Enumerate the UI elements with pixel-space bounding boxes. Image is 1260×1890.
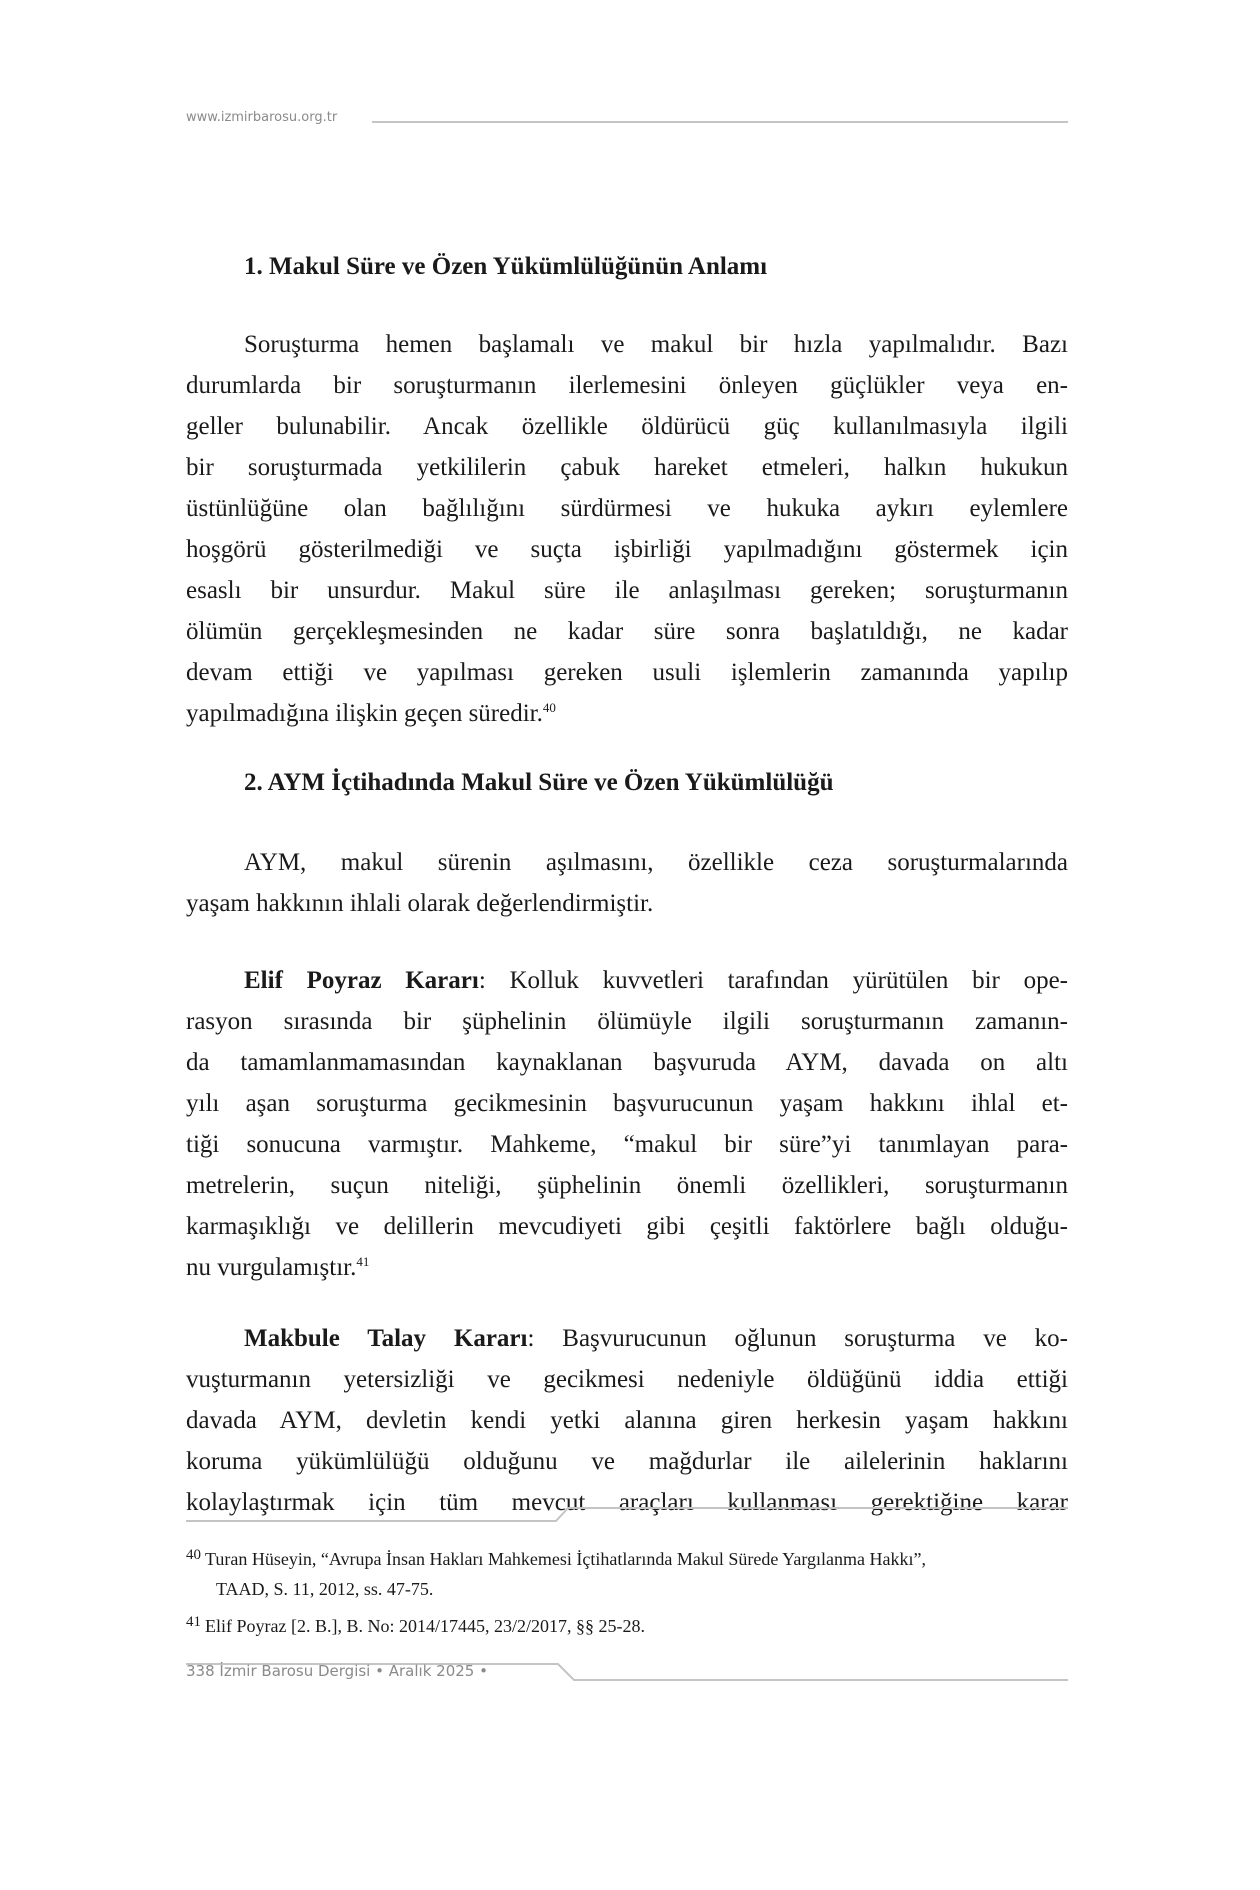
line-text: kolaylaştırmak için tüm mevcut araçları kullanması gerektiğine karar: [186, 1489, 1068, 1516]
case-name: Makbule Talay Kararı: [244, 1325, 528, 1352]
line-text: hoşgörü gösterilmediği ve suçta işbirliği yapılmadığını göstermek için: [186, 536, 1068, 563]
line-text: : Başvurucunun oğlunun soruşturma ve ko-: [527, 1325, 1068, 1352]
line-text: nu vurgulamıştır.: [186, 1254, 357, 1281]
footnote-separator: [186, 1508, 1068, 1521]
line-text: : Kolluk kuvvetleri tarafından yürütülen bir ope-: [478, 967, 1068, 994]
line-text: durumlarda bir soruşturmanın ilerlemesini önleyen güçlükler veya en-: [186, 372, 1068, 399]
line-text: rasyon sırasında bir şüphelinin ölümüyle ilgili soruşturmanın zamanın-: [186, 1008, 1068, 1035]
header-url: www.izmirbarosu.org.tr: [186, 110, 338, 125]
line-text: yaşam hakkının ihlali olarak değerlendirmiştir.: [186, 890, 654, 917]
line-text: Soruşturma hemen başlamalı ve makul bir hızla yapılmalıdır. Bazı: [244, 331, 1068, 358]
footnote-40: [186, 1540, 1068, 1604]
footnote-41: [186, 1607, 1068, 1641]
line-text: bir soruşturmada yetkililerin çabuk hareket etmeleri, halkın hukukun: [186, 454, 1068, 481]
line-text: karmaşıklığı ve delillerin mevcudiyeti gibi çeşitli faktörlere bağlı olduğu-: [186, 1213, 1068, 1240]
line-text: tiği sonucuna varmıştır. Mahkeme, “makul bir süre”yi tanımlayan para-: [186, 1131, 1068, 1158]
line-text: ölümün gerçekleşmesinden ne kadar süre sonra başlatıldığı, ne kadar: [186, 618, 1068, 645]
line-text: vuşturmanın yetersizliği ve gecikmesi nedeniyle öldüğünü iddia ettiği: [186, 1366, 1068, 1393]
line-text: esaslı bir unsurdur. Makul süre ile anlaşılması gereken; soruşturmanın: [186, 577, 1068, 604]
footnote-text: Elif Poyraz [2. B.], B. No: 2014/17445, 23/2/2017, §§ 25-28.: [205, 1616, 645, 1636]
line-text: da tamamlanmamasından kaynaklanan başvuruda AYM, davada on altı: [186, 1049, 1068, 1076]
line-text: geller bulunabilir. Ancak özellikle öldürücü güç kullanılmasıyla ilgili: [186, 413, 1068, 440]
footer-text: 338 İzmir Barosu Dergisi • Aralık 2025 •: [186, 1662, 488, 1680]
case-name: Elif Poyraz Kararı: [244, 967, 479, 994]
footnote-ref[interactable]: 41: [356, 1254, 370, 1269]
line-text: davada AYM, devletin kendi yetki alanına giren herkesin yaşam hakkını: [186, 1407, 1068, 1434]
line-text: yılı aşan soruşturma gecikmesinin başvurucunun yaşam hakkını ihlal et-: [186, 1090, 1068, 1117]
footnote-number: 41: [186, 1614, 201, 1630]
footnote-text-cont: TAAD, S. 11, 2012, ss. 47-75.: [216, 1579, 434, 1599]
line-text: metrelerin, suçun niteliği, şüphelinin önemli özellikleri, soruşturmanın: [186, 1172, 1068, 1199]
footnote-number: 40: [186, 1547, 201, 1563]
line-text: AYM, makul sürenin aşılmasını, özellikle ceza soruşturmalarında: [244, 849, 1068, 876]
line-text: devam ettiği ve yapılması gereken usuli işlemlerin zamanında yapılıp: [186, 659, 1068, 686]
section-heading-1: 1. Makul Süre ve Özen Yükümlülüğünün Anlamı: [244, 253, 768, 280]
line-text: koruma yükümlülüğü olduğunu ve mağdurlar ile ailelerinin haklarını: [186, 1448, 1068, 1475]
footnote-text: Turan Hüseyin, “Avrupa İnsan Hakları Mahkemesi İçtihatlarında Makul Sürede Yargılanma Hakkı”,: [205, 1549, 926, 1569]
section-heading-2: 2. AYM İçtihadında Makul Süre ve Özen Yükümlülüğü: [244, 769, 834, 796]
footnote-ref[interactable]: 40: [542, 700, 556, 715]
line-text: yapılmadığına ilişkin geçen süredir.: [186, 700, 543, 727]
line-text: üstünlüğüne olan bağlılığını sürdürmesi ve hukuka aykırı eylemlere: [186, 495, 1068, 522]
